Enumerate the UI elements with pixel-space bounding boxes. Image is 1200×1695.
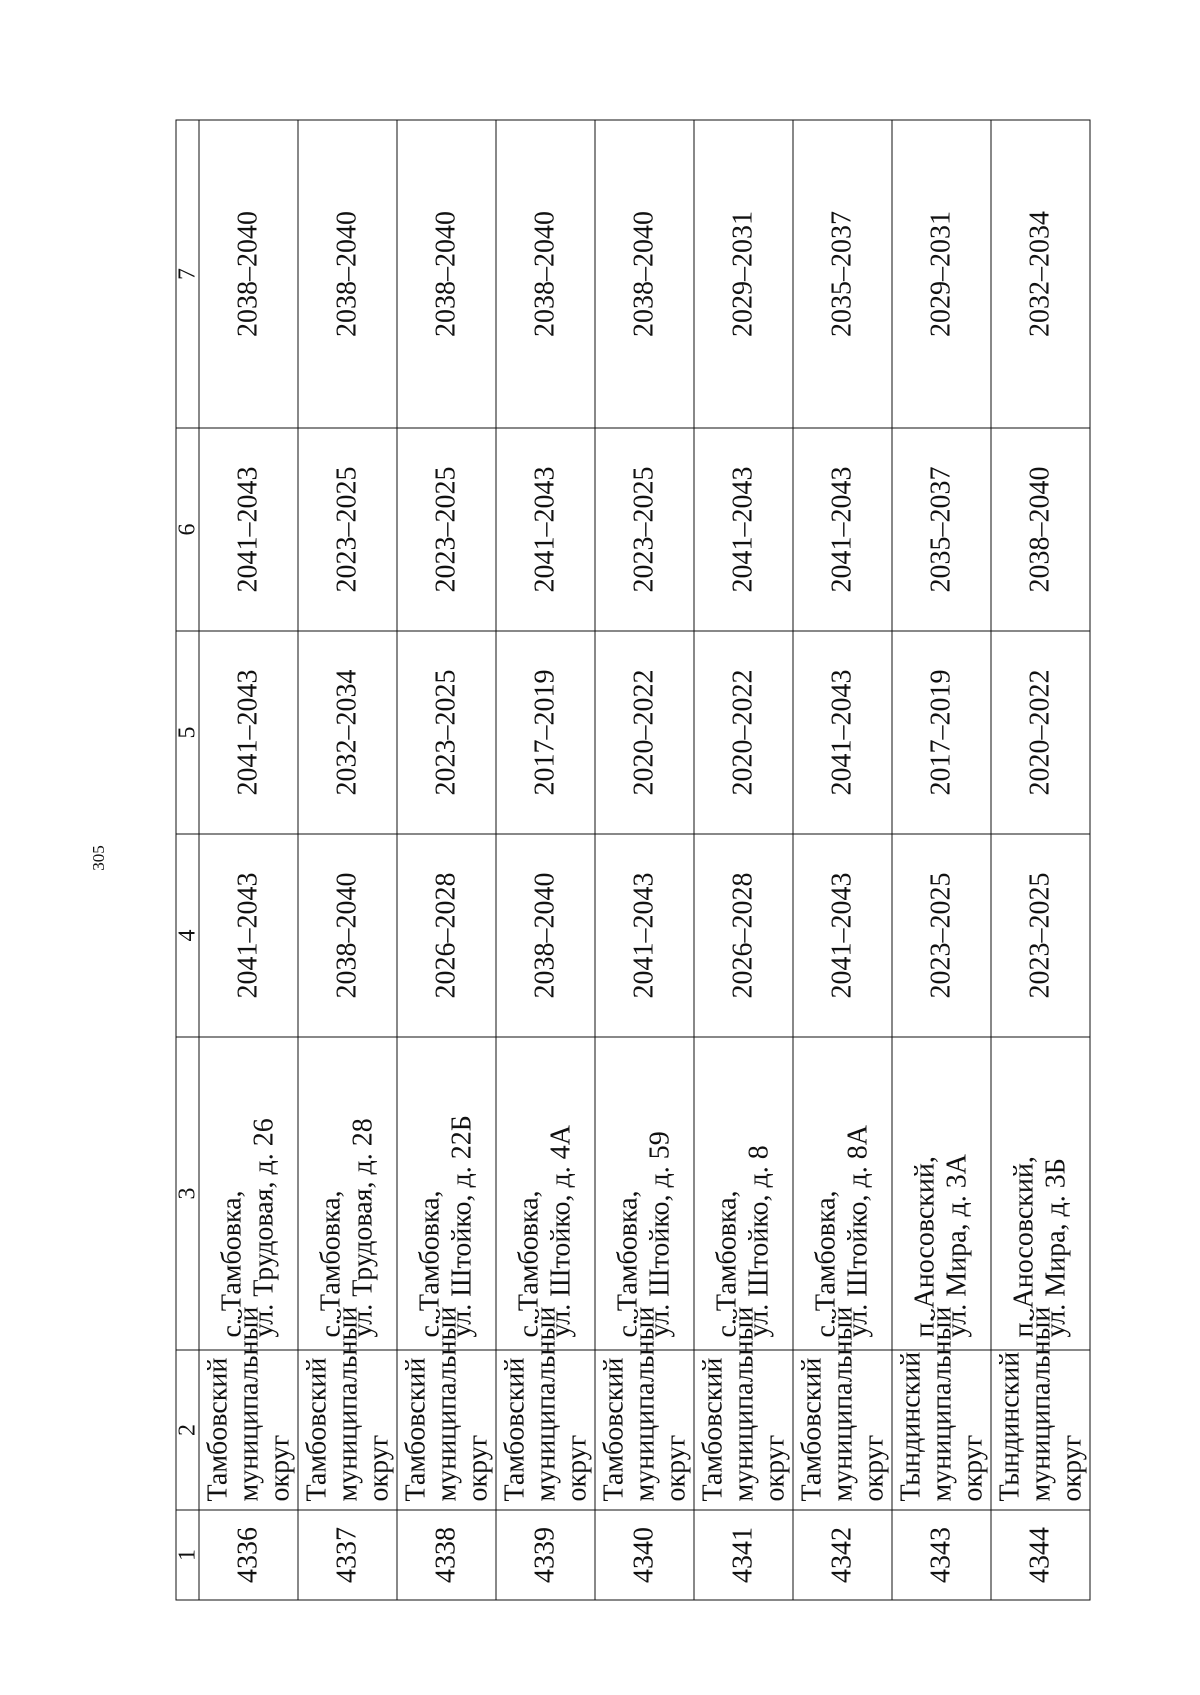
period-cell-col6: 2035–2037 [892, 428, 991, 631]
row-number-cell: 4344 [991, 1510, 1090, 1600]
period-cell-col6: 2041–2043 [793, 428, 892, 631]
schedule-table [175, 119, 1090, 1600]
period-cell-col7: 2038–2040 [397, 120, 496, 428]
column-header: 1 [176, 1510, 199, 1600]
address-settlement: с. Тамбовка, [513, 1189, 544, 1337]
period-cell-col5: 2020–2022 [991, 631, 1090, 834]
address-street: ул. Мира, д. 3Б [1040, 1157, 1071, 1337]
period-cell-col6: 2023–2025 [397, 428, 496, 631]
address-settlement: с. Тамбовка, [612, 1189, 643, 1337]
address-settlement: с. Тамбовка, [414, 1189, 445, 1337]
period-cell-col6: 2023–2025 [595, 428, 694, 631]
address-settlement: п. Аносовский, [909, 1155, 940, 1337]
period-cell-col4: 2041–2043 [595, 834, 694, 1037]
period-cell-col5: 2020–2022 [694, 631, 793, 834]
address-street: ул. Трудовая, д. 28 [347, 1117, 378, 1337]
period-cell-col7: 2038–2040 [595, 120, 694, 428]
column-header: 3 [176, 1037, 199, 1350]
period-cell-col6: 2041–2043 [199, 428, 298, 631]
address-cell [991, 1037, 1090, 1350]
period-cell-col6: 2023–2025 [298, 428, 397, 631]
address-settlement: п. Аносовский, [1008, 1155, 1039, 1337]
address-cell [397, 1037, 496, 1350]
address-street: ул. Штойко, д. 4А [545, 1124, 576, 1337]
column-header: 7 [176, 120, 199, 428]
column-header: 2 [176, 1350, 199, 1510]
address-cell [298, 1037, 397, 1350]
address-cell [496, 1037, 595, 1350]
period-cell-col7: 2029–2031 [694, 120, 793, 428]
table-row [496, 120, 595, 1600]
row-number-cell: 4342 [793, 1510, 892, 1600]
address-street: ул. Штойко, д. 22Б [446, 1114, 477, 1337]
address-street: ул. Штойко, д. 59 [644, 1130, 675, 1337]
period-cell-col6: 2041–2043 [496, 428, 595, 631]
address-cell [892, 1037, 991, 1350]
table-row [793, 120, 892, 1600]
period-cell-col5: 2017–2019 [892, 631, 991, 834]
period-cell-col5: 2017–2019 [496, 631, 595, 834]
period-cell-col4: 2038–2040 [496, 834, 595, 1037]
address-street: ул. Штойко, д. 8 [743, 1144, 774, 1337]
period-cell-col4: 2026–2028 [397, 834, 496, 1037]
address-settlement: с. Тамбовка, [216, 1189, 247, 1337]
table-row [298, 120, 397, 1600]
period-cell-col5: 2041–2043 [199, 631, 298, 834]
row-number-cell: 4341 [694, 1510, 793, 1600]
table-row [694, 120, 793, 1600]
address-settlement: с. Тамбовка, [810, 1189, 841, 1337]
column-header: 6 [176, 428, 199, 631]
table-container [175, 120, 1140, 1600]
period-cell-col5: 2041–2043 [793, 631, 892, 834]
address-settlement: с. Тамбовка, [711, 1189, 742, 1337]
district-cell: Тамбовский муниципальный округ [496, 1350, 595, 1510]
address-street: ул. Штойко, д. 8А [842, 1124, 873, 1337]
table-row [991, 120, 1090, 1600]
period-cell-col5: 2023–2025 [397, 631, 496, 834]
column-header: 5 [176, 631, 199, 834]
period-cell-col4: 2026–2028 [694, 834, 793, 1037]
period-cell-col5: 2032–2034 [298, 631, 397, 834]
address-cell [199, 1037, 298, 1350]
period-cell-col7: 2038–2040 [298, 120, 397, 428]
table-row [595, 120, 694, 1600]
period-cell-col5: 2020–2022 [595, 631, 694, 834]
district-cell: Тамбовский муниципальный округ [298, 1350, 397, 1510]
period-cell-col7: 2038–2040 [496, 120, 595, 428]
period-cell-col6: 2041–2043 [694, 428, 793, 631]
period-cell-col7: 2038–2040 [199, 120, 298, 428]
district-cell: Тамбовский муниципальный округ [397, 1350, 496, 1510]
address-cell [694, 1037, 793, 1350]
row-number-cell: 4336 [199, 1510, 298, 1600]
column-header: 4 [176, 834, 199, 1037]
address-street: ул. Трудовая, д. 26 [248, 1117, 279, 1337]
row-number-cell: 4339 [496, 1510, 595, 1600]
period-cell-col4: 2023–2025 [991, 834, 1090, 1037]
district-cell: Тындинский муниципальный округ [892, 1350, 991, 1510]
district-cell: Тамбовский муниципальный округ [595, 1350, 694, 1510]
table-row [199, 120, 298, 1600]
district-cell: Тындинский муниципальный округ [991, 1350, 1090, 1510]
rotated-table-frame [175, 120, 1140, 1600]
district-cell: Тамбовский муниципальный округ [199, 1350, 298, 1510]
address-cell [793, 1037, 892, 1350]
period-cell-col4: 2038–2040 [298, 834, 397, 1037]
table-row [397, 120, 496, 1600]
period-cell-col4: 2041–2043 [199, 834, 298, 1037]
page-number: 305 [89, 845, 108, 871]
address-street: ул. Мира, д. 3А [941, 1153, 972, 1337]
row-number-cell: 4337 [298, 1510, 397, 1600]
district-cell: Тамбовский муниципальный округ [694, 1350, 793, 1510]
table-body [199, 120, 1090, 1600]
address-settlement: с. Тамбовка, [315, 1189, 346, 1337]
address-cell [595, 1037, 694, 1350]
table-row [892, 120, 991, 1600]
district-cell: Тамбовский муниципальный округ [793, 1350, 892, 1510]
header-row [176, 120, 199, 1600]
period-cell-col4: 2041–2043 [793, 834, 892, 1037]
period-cell-col4: 2023–2025 [892, 834, 991, 1037]
period-cell-col7: 2032–2034 [991, 120, 1090, 428]
period-cell-col7: 2029–2031 [892, 120, 991, 428]
row-number-cell: 4343 [892, 1510, 991, 1600]
row-number-cell: 4340 [595, 1510, 694, 1600]
row-number-cell: 4338 [397, 1510, 496, 1600]
period-cell-col6: 2038–2040 [991, 428, 1090, 631]
period-cell-col7: 2035–2037 [793, 120, 892, 428]
